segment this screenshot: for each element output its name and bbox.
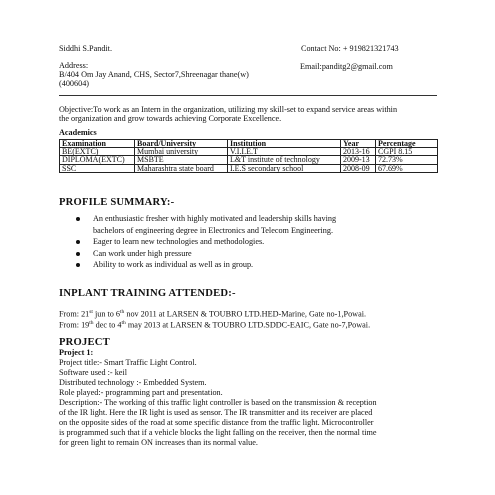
project-line: on the opposite sides of the road at some specific distance from the traffic light. Microcontroller [59, 418, 374, 427]
bullet-icon [76, 217, 80, 221]
inplant-training-heading: INPLANT TRAINING ATTENDED:- [59, 288, 236, 299]
contact-email: Email:panditg2@gmail.com [300, 62, 393, 71]
cell-year: 2009-13 [341, 156, 376, 164]
list-item [74, 213, 336, 225]
objective-line-2: the organization and grow towards achieving Corporate Excellence. [59, 114, 282, 123]
address-line-2: (400604) [59, 79, 90, 88]
ordinal-suffix: th [121, 320, 126, 326]
ordinal-suffix: st [89, 309, 93, 315]
project-line: Project title:- Smart Traffic Light Control. [59, 358, 197, 367]
bullet-icon [76, 252, 80, 256]
cell-institution: L&T institute of technology [228, 156, 341, 164]
project-line: Role played:- programming part and presentation. [59, 388, 223, 397]
header-divider [59, 95, 437, 96]
col-institution: Institution [228, 140, 341, 148]
project-heading: PROJECT [59, 337, 110, 348]
ordinal-suffix: th [120, 309, 125, 315]
bullet-text: Can work under high pressure [93, 248, 192, 258]
training-line-2 [59, 318, 370, 331]
ordinal-suffix: th [89, 320, 94, 326]
col-percentage: Percentage [376, 140, 438, 148]
list-item [74, 236, 336, 248]
cell-board: MSBTE [135, 156, 228, 164]
cell-exam: BE(EXTC) [60, 148, 135, 156]
project-line: is programmed such that if a vehicle blocks the light falling on the receiver, then the normal time [59, 428, 377, 437]
candidate-name: Siddhi S.Pandit. [59, 44, 113, 53]
cell-percentage: 72.73% [376, 156, 438, 164]
cell-board: Maharashtra state board [135, 164, 228, 172]
project-subtitle: Project 1: [59, 348, 94, 357]
training-1-end: nov 2011 at LARSEN & TOUBRO LTD.HED-Marine, Gate no-1,Powai. [124, 309, 367, 319]
bullet-text: Ability to work as individual as well as in group. [93, 260, 254, 269]
list-item [74, 225, 336, 237]
cell-board: Mumbai university [135, 148, 228, 156]
col-board: Board/University [135, 140, 228, 148]
bullet-continuation: bachelors of engineering degree in Electronics and Telecom Engineering. [93, 225, 334, 235]
project-line: Distributed technology :- Embedded System. [59, 378, 207, 387]
cell-percentage: 67.69% [376, 164, 438, 172]
col-examination: Examination [60, 140, 135, 148]
bullet-icon [76, 263, 80, 267]
col-year: Year [341, 140, 376, 148]
cell-institution: V.I.I.E.T [228, 148, 341, 156]
address-label: Address: [59, 61, 89, 70]
objective-line-1: Objective:To work as an Intern in the organization, utilizing my skill-set to expand service areas within [59, 105, 398, 114]
cell-institution: I.E.S secondary school [228, 164, 341, 172]
profile-bullets [74, 213, 336, 271]
academics-table [59, 139, 438, 173]
bullet-text: An enthusiastic fresher with highly motivated and leadership skills having [93, 214, 337, 223]
table-row [60, 156, 438, 164]
cell-percentage: CGPI 8.15 [376, 148, 438, 156]
training-2-mid: dec to 4 [93, 320, 122, 330]
academics-title: Academics [59, 128, 97, 137]
training-1-start: From: 21 [59, 309, 90, 319]
contact-phone: Contact No: + 919821321743 [301, 44, 399, 53]
table-row [60, 164, 438, 172]
list-item [74, 248, 336, 260]
project-line: Description:- The working of this traffic light controller is based on the transmission & reception [59, 398, 377, 407]
training-1-mid: jun to 6 [92, 309, 121, 319]
cell-exam: SSC [60, 164, 135, 172]
profile-summary-heading: PROFILE SUMMARY:- [59, 197, 175, 208]
project-line: Software used :- keil [59, 368, 127, 377]
bullet-text: Eager to learn new technologies and methodologies. [93, 237, 265, 246]
training-2-start: From: 19 [59, 320, 90, 330]
project-line: for green light to remain ON increases than its normal value. [59, 438, 258, 447]
project-line: of the IR light. Here the IR light is used as sensor. The IR transmitter and its receiver are placed [59, 408, 373, 417]
cell-year: 2008-09 [341, 164, 376, 172]
cell-year: 2013-16 [341, 148, 376, 156]
cell-exam: DIPLOMA(EXTC) [60, 156, 135, 164]
training-2-end: may 2013 at LARSEN & TOUBRO LTD.SDDC-EAIC, Gate no-7,Powai. [125, 320, 371, 330]
list-item [74, 259, 336, 271]
bullet-icon [76, 240, 80, 244]
address-line-1: B/404 Om Jay Anand, CHS, Sector7,Shreenagar thane(w) [59, 70, 249, 79]
